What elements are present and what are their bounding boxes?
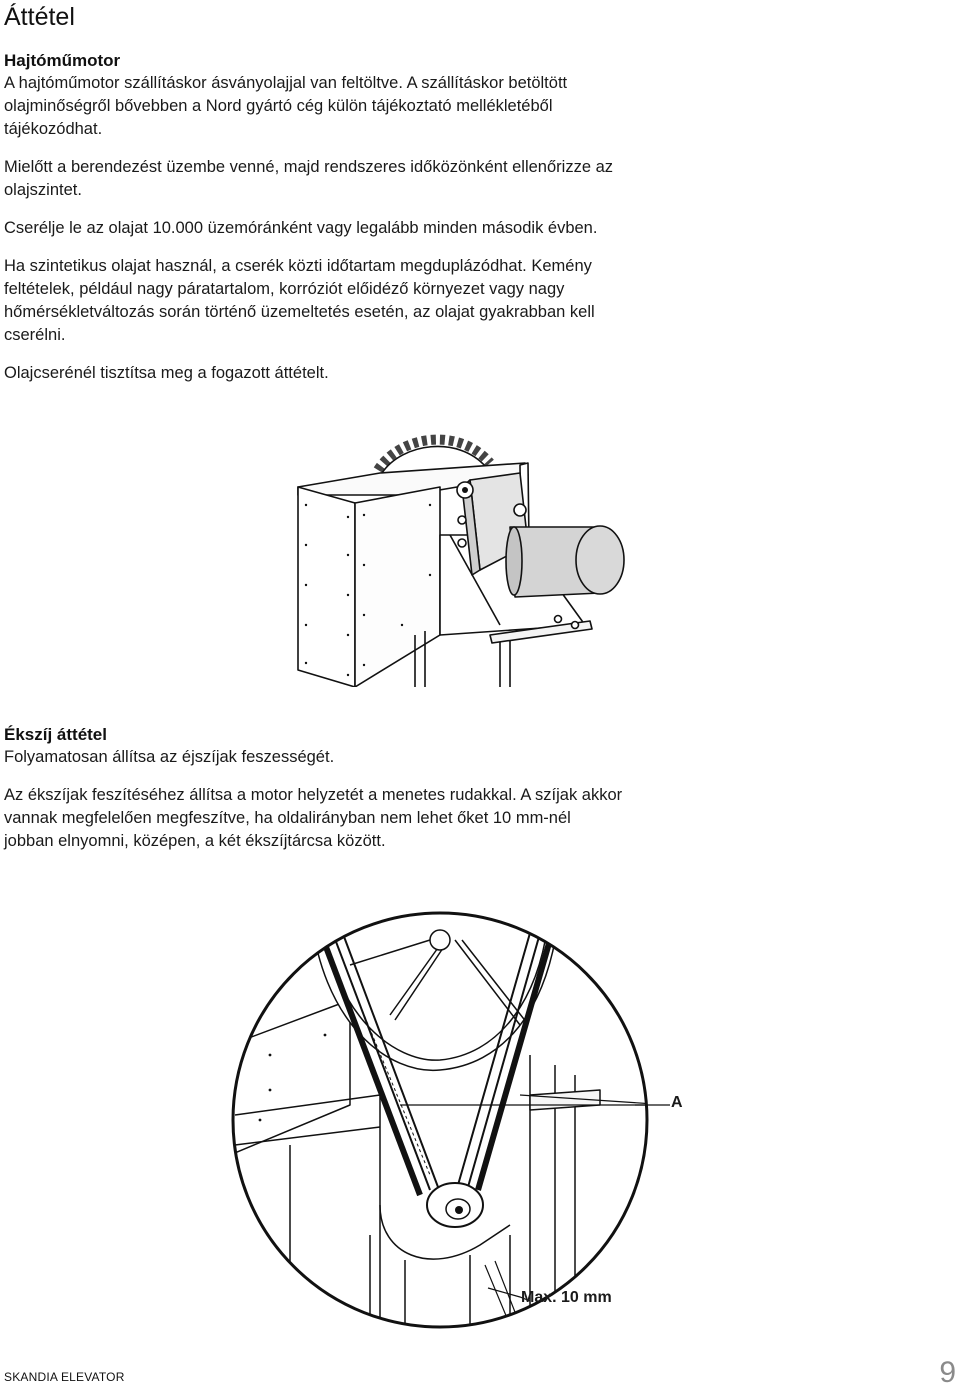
section-vbelt [4,723,624,853]
label-max-deflection: Max. 10 mm [521,1289,612,1306]
paragraph-belt-adjust: Az ékszíjak feszítéséhez állítsa a motor helyzetét a menetes rudakkal. A szíjak akkor vannak megfelelően megfeszítve, ha oldalirányban nem lehet őket 10 mm-nél jobban elnyomni, középen, a két ékszíjtárcsa között. [4,786,623,850]
gear-drive-illustration [290,425,635,687]
section-heading-vbelt: Ékszíj áttétel [4,725,107,744]
page-number: 9 [939,1356,956,1389]
footer-brand: SKANDIA ELEVATOR [4,1370,125,1384]
paragraph-oil-change: Cserélje le az olajat 10.000 üzemóránként vagy legalább minden második évben. [4,219,598,237]
paragraph-clean-gear: Olajcserénél tisztítsa meg a fogazott áttételt. [4,364,329,382]
paragraph-belt-tension: Folyamatosan állítsa az éjszíjak feszességét. [4,748,335,766]
vbelt-drive-illustration [230,905,670,1330]
label-a: A [671,1094,683,1111]
paragraph-synthetic-oil: Ha szintetikus olajat használ, a cserék közti időtartam megduplázódhat. Kemény feltételek, például nagy páratartalom, korróziót előidéző környezet vagy nagy hőmérsékletváltozás során történő üzemeltetés esetén, az olajat gyakrabban kell cserélni. [4,257,595,344]
page-title: Áttétel [4,3,75,31]
paragraph-oil-fill: A hajtóműmotor szállításkor ásványolajjal van feltöltve. A szállításkor betöltött olajminőségről bővebben a Nord gyártó cég külön tájékoztató mellékletéből tájékozódhat. [4,74,568,138]
section-gearmotor [4,49,624,385]
paragraph-oil-check: Mielőtt a berendezést üzembe venné, majd rendszeres időközönként ellenőrizze az olajszintet. [4,158,614,199]
section-heading-gearmotor: Hajtóműmotor [4,51,121,70]
